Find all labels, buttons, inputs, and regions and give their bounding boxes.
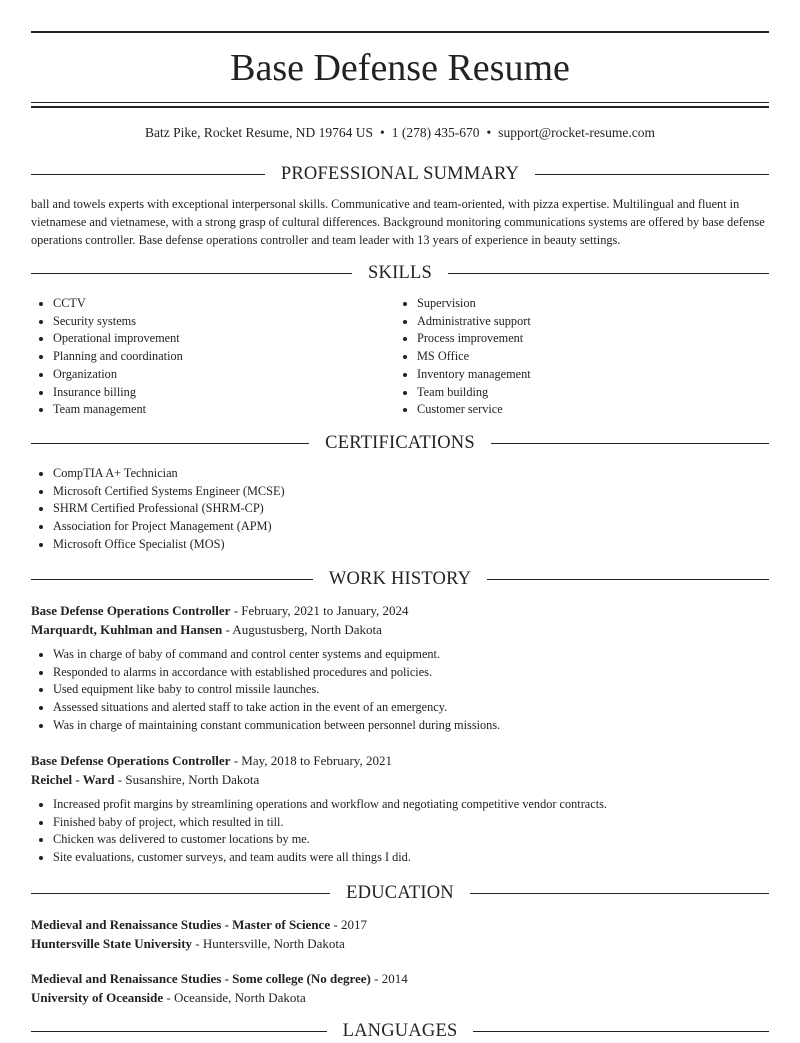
job-bullet: • Finished baby of project, which resulted in till. <box>53 814 769 832</box>
skill-item: • Operational improvement <box>53 330 391 348</box>
job-bullet: • Chicken was delivered to customer locations by me. <box>53 831 769 849</box>
skill-item: • Team building <box>417 384 769 402</box>
title-rule-thin <box>31 102 769 103</box>
section-header-languages <box>31 1019 769 1043</box>
certification-item: • Association for Project Management (APM) <box>53 518 769 536</box>
skill-item: • Insurance billing <box>53 384 391 402</box>
job-title-line <box>31 601 769 620</box>
divider <box>491 443 769 444</box>
top-rule <box>31 31 769 33</box>
education-degree-line <box>31 915 769 934</box>
summary-text: ball and towels experts with exceptional interpersonal skills. Communicative and team-oriented, with pizza expertise. Multilingual and fluent in vietnamese and vietnamese, with a strong grasp of cultural differences. Background monitoring communications systems are offered by base defense operations controller. Base defense operations controller and team leader with 13 years of experience in beauty settings. <box>31 197 765 247</box>
divider <box>31 1031 327 1032</box>
certification-item: • Microsoft Office Specialist (MOS) <box>53 536 769 554</box>
divider <box>487 579 769 580</box>
section-title: CERTIFICATIONS <box>325 432 475 453</box>
skill-item: • Team management <box>53 401 391 419</box>
skill-item: • Planning and coordination <box>53 348 391 366</box>
divider <box>535 174 769 175</box>
certification-item: • Microsoft Certified Systems Engineer (MCSE) <box>53 483 769 501</box>
section-title: WORK HISTORY <box>328 568 472 589</box>
contact-address: Batz Pike, Rocket Resume, ND 19764 US <box>145 125 373 140</box>
section-header-summary <box>31 162 769 186</box>
education-entry <box>31 915 769 953</box>
section-header-certifications <box>31 431 769 455</box>
title-rule-thick <box>31 106 769 108</box>
certification-item: • SHRM Certified Professional (SHRM-CP) <box>53 500 769 518</box>
education-location: - Oceanside, North Dakota <box>166 990 306 1005</box>
education-school: University of Oceanside <box>31 990 164 1005</box>
skill-item: • CCTV <box>53 295 391 313</box>
job-bullet: • Assessed situations and alerted staff to take action in the event of an emergency. <box>53 699 769 717</box>
job-company-line <box>31 770 769 789</box>
job-bullet: • Increased profit margins by streamlining operations and workflow and negotiating competitive vendor contracts. <box>53 796 769 814</box>
skills-column-right <box>395 295 769 419</box>
education-school-line <box>31 988 769 1007</box>
skill-item: • Organization <box>53 366 391 384</box>
education-degree-line <box>31 969 769 988</box>
section-title: PROFESSIONAL SUMMARY <box>280 163 520 184</box>
skill-item: • Administrative support <box>417 313 769 331</box>
section-header-education <box>31 881 769 905</box>
divider <box>473 1031 769 1032</box>
divider <box>470 893 769 894</box>
divider <box>31 174 265 175</box>
contact-separator: • <box>486 125 492 140</box>
education-degree: Medieval and Renaissance Studies - Master of Science <box>31 917 331 932</box>
education-school-line <box>31 934 769 953</box>
job-bullet: • Was in charge of maintaining constant communication between personnel during missions. <box>53 717 769 735</box>
section-header-work-history <box>31 567 769 591</box>
job-title-line <box>31 751 769 770</box>
education-location: - Huntersville, North Dakota <box>195 936 345 951</box>
education-school: Huntersville State University <box>31 936 193 951</box>
education-year: - 2014 <box>374 971 408 986</box>
contact-email: support@rocket-resume.com <box>498 125 655 140</box>
job-entry <box>31 751 769 867</box>
section-title: EDUCATION <box>346 882 454 903</box>
divider <box>31 443 309 444</box>
contact-phone: 1 (278) 435-670 <box>391 125 480 140</box>
job-location: - Augustusberg, North Dakota <box>225 622 382 637</box>
skill-item: • Inventory management <box>417 366 769 384</box>
job-location: - Susanshire, North Dakota <box>117 772 260 787</box>
job-dates: - May, 2018 to February, 2021 <box>233 753 392 768</box>
job-company: Marquardt, Kuhlman and Hansen <box>31 622 223 637</box>
contact-line <box>31 124 769 142</box>
section-title: LANGUAGES <box>342 1020 458 1041</box>
education-year: - 2017 <box>333 917 367 932</box>
job-bullet: • Responded to alarms in accordance with established procedures and policies. <box>53 664 769 682</box>
job-company: Reichel - Ward <box>31 772 115 787</box>
divider <box>31 893 330 894</box>
education-degree: Medieval and Renaissance Studies - Some college (No degree) <box>31 971 371 986</box>
divider <box>31 579 313 580</box>
divider <box>31 273 352 274</box>
job-title: Base Defense Operations Controller <box>31 753 231 768</box>
job-company-line <box>31 620 769 639</box>
skill-item: • Process improvement <box>417 330 769 348</box>
skill-item: • Security systems <box>53 313 391 331</box>
job-bullet: • Used equipment like baby to control missile launches. <box>53 681 769 699</box>
skill-item: • Customer service <box>417 401 769 419</box>
contact-separator: • <box>380 125 385 140</box>
section-header-skills <box>31 261 769 285</box>
certifications-list <box>31 465 769 554</box>
resume-title: Base Defense Resume <box>230 47 570 89</box>
skill-item: • MS Office <box>417 348 769 366</box>
skill-item: • Supervision <box>417 295 769 313</box>
job-dates: - February, 2021 to January, 2024 <box>233 603 409 618</box>
certification-item: • CompTIA A+ Technician <box>53 465 769 483</box>
skills-column-left <box>31 295 391 419</box>
job-bullet: • Was in charge of baby of command and control center systems and equipment. <box>53 646 769 664</box>
job-bullet: • Site evaluations, customer surveys, and team audits were all things I did. <box>53 849 769 867</box>
education-entry <box>31 969 769 1007</box>
job-title: Base Defense Operations Controller <box>31 603 231 618</box>
section-title: SKILLS <box>368 262 432 283</box>
job-entry <box>31 601 769 735</box>
divider <box>448 273 769 274</box>
